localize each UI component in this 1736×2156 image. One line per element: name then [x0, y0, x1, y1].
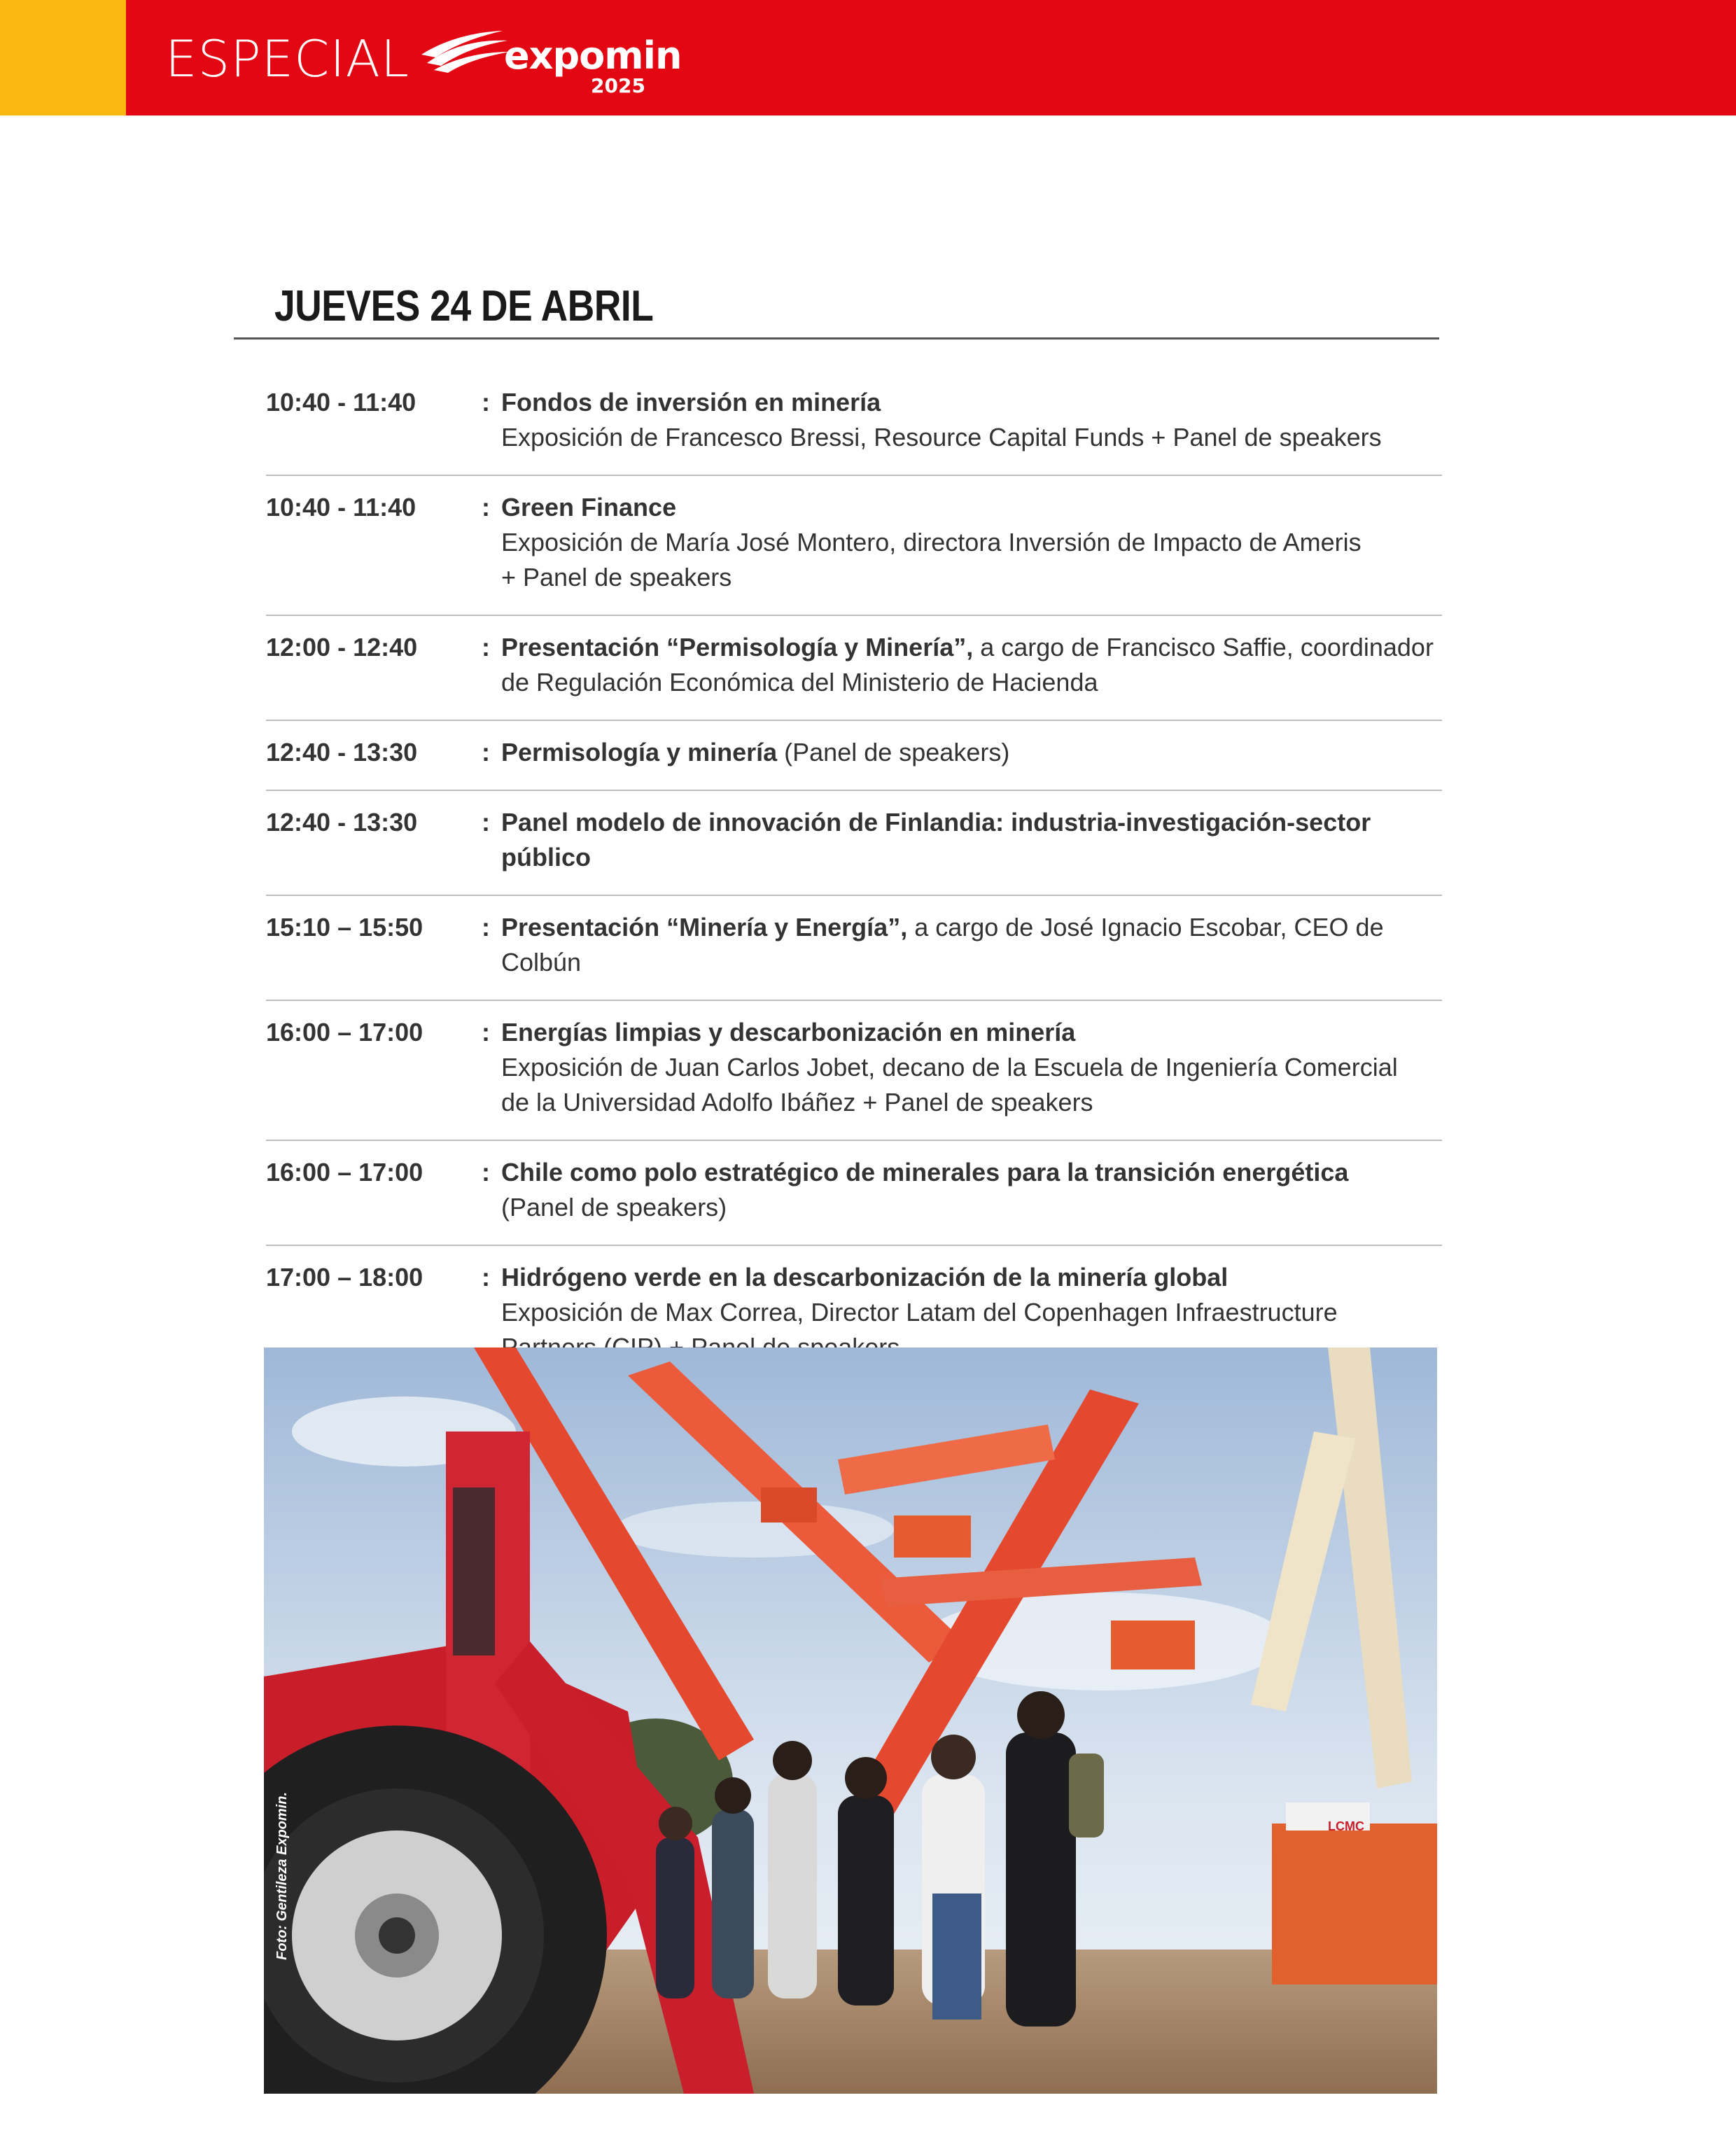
session-details	[501, 490, 1442, 595]
header-yellow-tab	[0, 0, 126, 115]
schedule-row	[266, 896, 1442, 1001]
session-description: (Panel de speakers)	[501, 1193, 727, 1222]
session-time: 12:00 - 12:40	[266, 633, 418, 662]
session-description: de la Universidad Adolfo Ibáñez + Panel de speakers	[501, 1088, 1093, 1116]
session-title: Fondos de inversión en minería	[501, 388, 881, 416]
schedule-list	[266, 371, 1442, 1385]
session-details	[501, 910, 1442, 980]
session-details	[501, 735, 1442, 770]
session-title: Presentación “Permisología y Minería”,	[501, 633, 974, 662]
session-time: 15:10 – 15:50	[266, 913, 424, 941]
time-separator: :	[482, 1018, 490, 1046]
event-photo	[264, 1348, 1437, 2094]
session-details	[501, 630, 1442, 700]
photo-sign-text: LCMC	[1328, 1819, 1364, 1833]
session-title: Presentación “Minería y Energía”,	[501, 913, 908, 941]
title-divider	[234, 337, 1439, 340]
session-time: 10:40 - 11:40	[266, 388, 416, 416]
photo-credit: Foto: Gentileza Expomin.	[274, 1791, 290, 1960]
expomin-logo	[420, 25, 682, 102]
session-time: 17:00 – 18:00	[266, 1263, 424, 1292]
session-title: Panel modelo de innovación de Finlandia: industria-investigación-sector público	[501, 808, 1371, 872]
time-separator: :	[482, 808, 490, 836]
session-time: 12:40 - 13:30	[266, 738, 418, 766]
session-description: Exposición de María José Montero, directora Inversión de Impacto de Ameris	[501, 528, 1362, 556]
session-title: Hidrógeno verde en la descarbonización de la minería global	[501, 1263, 1228, 1292]
logo-year: 2025	[591, 74, 645, 97]
session-description: Exposición de Francesco Bressi, Resource Capital Funds + Panel de speakers	[501, 423, 1382, 451]
time-separator: :	[482, 388, 490, 416]
session-title: Chile como polo estratégico de minerales para la transición energética	[501, 1158, 1349, 1186]
session-details	[501, 805, 1442, 875]
schedule-row	[266, 1141, 1442, 1246]
session-title: Energías limpias y descarbonización en minería	[501, 1018, 1076, 1046]
session-details	[501, 1155, 1442, 1225]
session-title-suffix: a cargo de José Ignacio Escobar, CEO de Colbún	[501, 913, 1384, 976]
photo-illustration	[264, 1348, 1437, 2094]
time-separator: :	[482, 913, 490, 941]
logo-wordmark: expomin	[504, 34, 682, 78]
time-separator: :	[482, 633, 490, 662]
session-details	[501, 1015, 1442, 1120]
session-time: 16:00 – 17:00	[266, 1158, 424, 1186]
schedule-row	[266, 721, 1442, 791]
session-time: 16:00 – 17:00	[266, 1018, 424, 1046]
session-time: 10:40 - 11:40	[266, 493, 416, 522]
session-description: Exposición de Max Correa, Director Latam del Copenhagen Infraestructure	[501, 1298, 1338, 1326]
schedule-row	[266, 616, 1442, 721]
section-label: ESPECIAL	[165, 29, 410, 88]
session-time: 12:40 - 13:30	[266, 808, 418, 836]
page-title: JUEVES 24 DE ABRIL	[274, 282, 654, 330]
session-description: de Regulación Económica del Ministerio de Hacienda	[501, 668, 1098, 696]
schedule-row	[266, 476, 1442, 616]
schedule-row	[266, 791, 1442, 896]
time-separator: :	[482, 493, 490, 522]
schedule-row	[266, 371, 1442, 476]
session-details	[501, 385, 1442, 455]
session-title: Permisología y minería	[501, 738, 778, 766]
header-band	[0, 0, 1736, 115]
session-title-suffix: (Panel de speakers)	[777, 738, 1010, 766]
session-description: + Panel de speakers	[501, 563, 732, 592]
session-title-suffix: a cargo de Francisco Saffie, coordinador	[973, 633, 1434, 662]
logo-swoosh-icon	[420, 27, 511, 76]
session-description: Exposición de Juan Carlos Jobet, decano de la Escuela de Ingeniería Comercial	[501, 1053, 1398, 1082]
time-separator: :	[482, 1158, 490, 1186]
time-separator: :	[482, 738, 490, 766]
schedule-row	[266, 1001, 1442, 1141]
session-title: Green Finance	[501, 493, 677, 522]
time-separator: :	[482, 1263, 490, 1292]
